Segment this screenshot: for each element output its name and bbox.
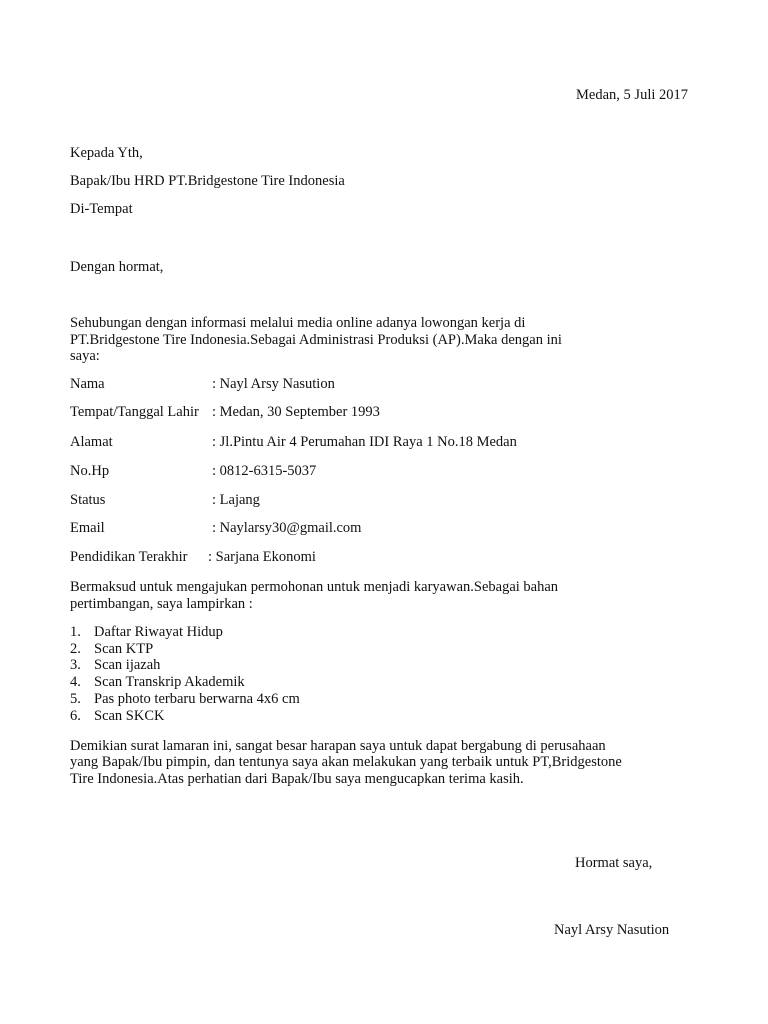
purpose-line-2: pertimbangan, saya lampirkan : (70, 596, 253, 612)
field-value-nama: : Nayl Arsy Nasution (212, 376, 335, 392)
recipient-location: Di-Tempat (70, 201, 133, 217)
letter-date: Medan, 5 Juli 2017 (576, 87, 688, 103)
purpose-line-1: Bermaksud untuk mengajukan permohonan untuk menjadi karyawan.Sebagai bahan (70, 579, 559, 595)
list-item-number: 4. (70, 674, 81, 690)
field-label-pendidikan: Pendidikan Terakhir (70, 549, 188, 565)
greeting: Dengan hormat, (70, 259, 164, 275)
recipient-salutation: Kepada Yth, (70, 145, 143, 161)
list-item-number: 2. (70, 641, 81, 657)
field-label-nohp: No.Hp (70, 463, 110, 479)
list-item: Daftar Riwayat Hidup (94, 624, 223, 640)
list-item: Scan ijazah (94, 657, 161, 673)
list-item: Scan KTP (94, 641, 154, 657)
list-item-number: 6. (70, 708, 81, 724)
field-label-nama: Nama (70, 376, 105, 392)
signoff: Hormat saya, (575, 855, 653, 871)
list-item: Scan SKCK (94, 708, 165, 724)
field-value-nohp: : 0812-6315-5037 (212, 463, 317, 479)
intro-line-1: Sehubungan dengan informasi melalui media online adanya lowongan kerja di (70, 315, 526, 331)
list-item: Scan Transkrip Akademik (94, 674, 245, 690)
closing-line-2: yang Bapak/Ibu pimpin, dan tentunya saya akan melakukan yang terbaik untuk PT,Bridgestone (70, 754, 622, 770)
list-item-number: 3. (70, 657, 81, 673)
field-label-email: Email (70, 520, 105, 536)
list-item-number: 1. (70, 624, 81, 640)
field-value-pendidikan: : Sarjana Ekonomi (208, 549, 316, 565)
intro-line-3: saya: (70, 348, 100, 364)
field-value-email: : Naylarsy30@gmail.com (212, 520, 362, 536)
field-label-alamat: Alamat (70, 434, 113, 450)
list-item-number: 5. (70, 691, 81, 707)
field-label-status: Status (70, 492, 106, 508)
list-item: Pas photo terbaru berwarna 4x6 cm (94, 691, 300, 707)
closing-line-1: Demikian surat lamaran ini, sangat besar harapan saya untuk dapat bergabung di perusahaan (70, 738, 606, 754)
intro-line-2: PT.Bridgestone Tire Indonesia.Sebagai Administrasi Produksi (AP).Maka dengan ini (70, 332, 562, 348)
field-value-ttl: : Medan, 30 September 1993 (212, 404, 380, 420)
closing-line-3: Tire Indonesia.Atas perhatian dari Bapak/Ibu saya mengucapkan terima kasih. (70, 771, 524, 787)
field-label-ttl: Tempat/Tanggal Lahir (70, 404, 199, 420)
field-value-alamat: : Jl.Pintu Air 4 Perumahan IDI Raya 1 No.18 Medan (212, 434, 517, 450)
field-value-status: : Lajang (212, 492, 260, 508)
recipient-name: Bapak/Ibu HRD PT.Bridgestone Tire Indonesia (70, 173, 345, 189)
signature-name: Nayl Arsy Nasution (554, 922, 670, 938)
